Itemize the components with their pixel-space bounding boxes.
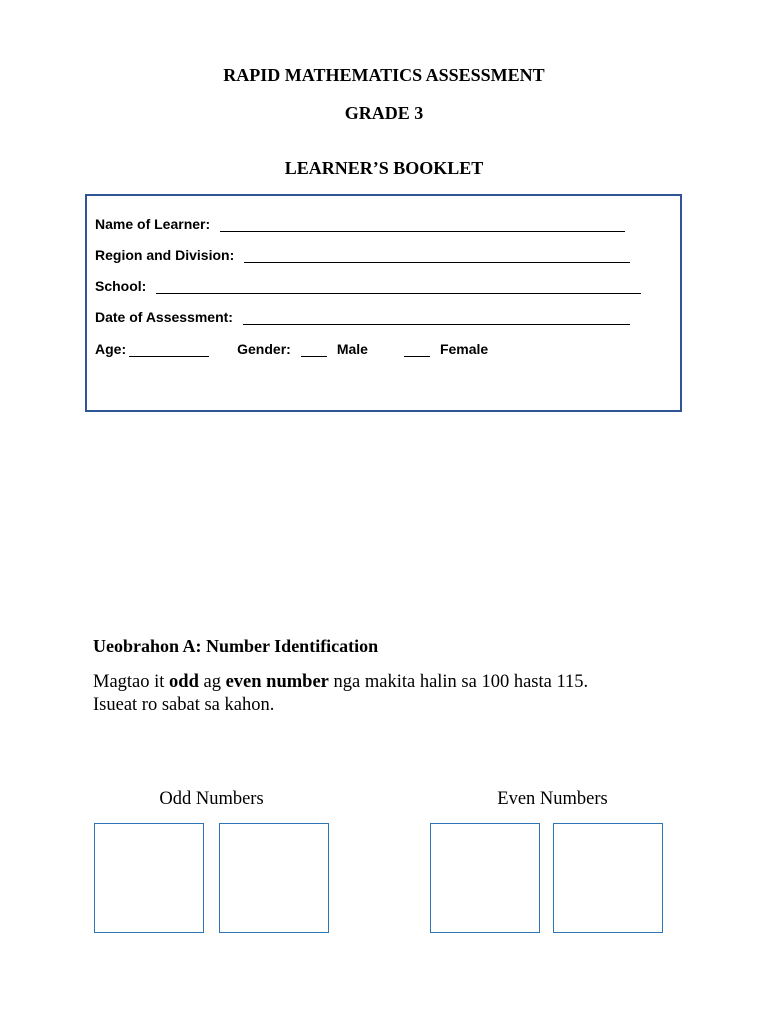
even-numbers-label: Even Numbers <box>497 789 608 809</box>
instruction-line-2: Isueat ro sabat sa kahon. <box>93 695 275 715</box>
female-blank[interactable] <box>404 341 430 357</box>
name-blank[interactable] <box>220 216 625 232</box>
section-title: Ueobrahon A: Number Identification <box>93 636 379 656</box>
region-blank[interactable] <box>244 247 630 263</box>
instruction-text-2: ag <box>198 672 226 692</box>
instruction-text-1: Magtao it <box>93 672 170 692</box>
male-blank[interactable] <box>301 341 327 357</box>
gender-label: Gender: <box>237 341 291 357</box>
age-label: Age: <box>95 341 127 357</box>
age-gender-row <box>95 337 488 357</box>
assessment-title: RAPID MATHEMATICS ASSESSMENT <box>223 65 545 85</box>
instruction-odd: odd <box>169 672 199 692</box>
male-label: Male <box>336 341 368 357</box>
school-field[interactable] <box>95 274 641 294</box>
region-label: Region and Division: <box>95 247 235 263</box>
grade-heading: GRADE 3 <box>344 103 424 123</box>
even-answer-box-2[interactable] <box>553 823 663 933</box>
name-label: Name of Learner: <box>95 216 211 232</box>
age-blank[interactable] <box>129 341 209 357</box>
instruction-text-3: nga makita halin sa 100 hasta 115. <box>328 672 589 692</box>
date-field[interactable] <box>95 305 630 325</box>
booklet-heading: LEARNER’S BOOKLET <box>284 158 484 178</box>
odd-answer-box-1[interactable] <box>94 823 204 933</box>
name-field[interactable] <box>95 212 625 232</box>
date-label: Date of Assessment: <box>95 309 233 325</box>
date-blank[interactable] <box>243 309 630 325</box>
female-label: Female <box>439 341 489 357</box>
learner-info-box <box>85 194 682 412</box>
even-answer-box-1[interactable] <box>430 823 540 933</box>
odd-numbers-label: Odd Numbers <box>159 789 264 809</box>
region-field[interactable] <box>95 243 630 263</box>
school-blank[interactable] <box>156 278 641 294</box>
school-label: School: <box>95 278 147 294</box>
instruction-even: even number <box>225 672 329 692</box>
odd-answer-box-2[interactable] <box>219 823 329 933</box>
instructions <box>93 671 693 717</box>
